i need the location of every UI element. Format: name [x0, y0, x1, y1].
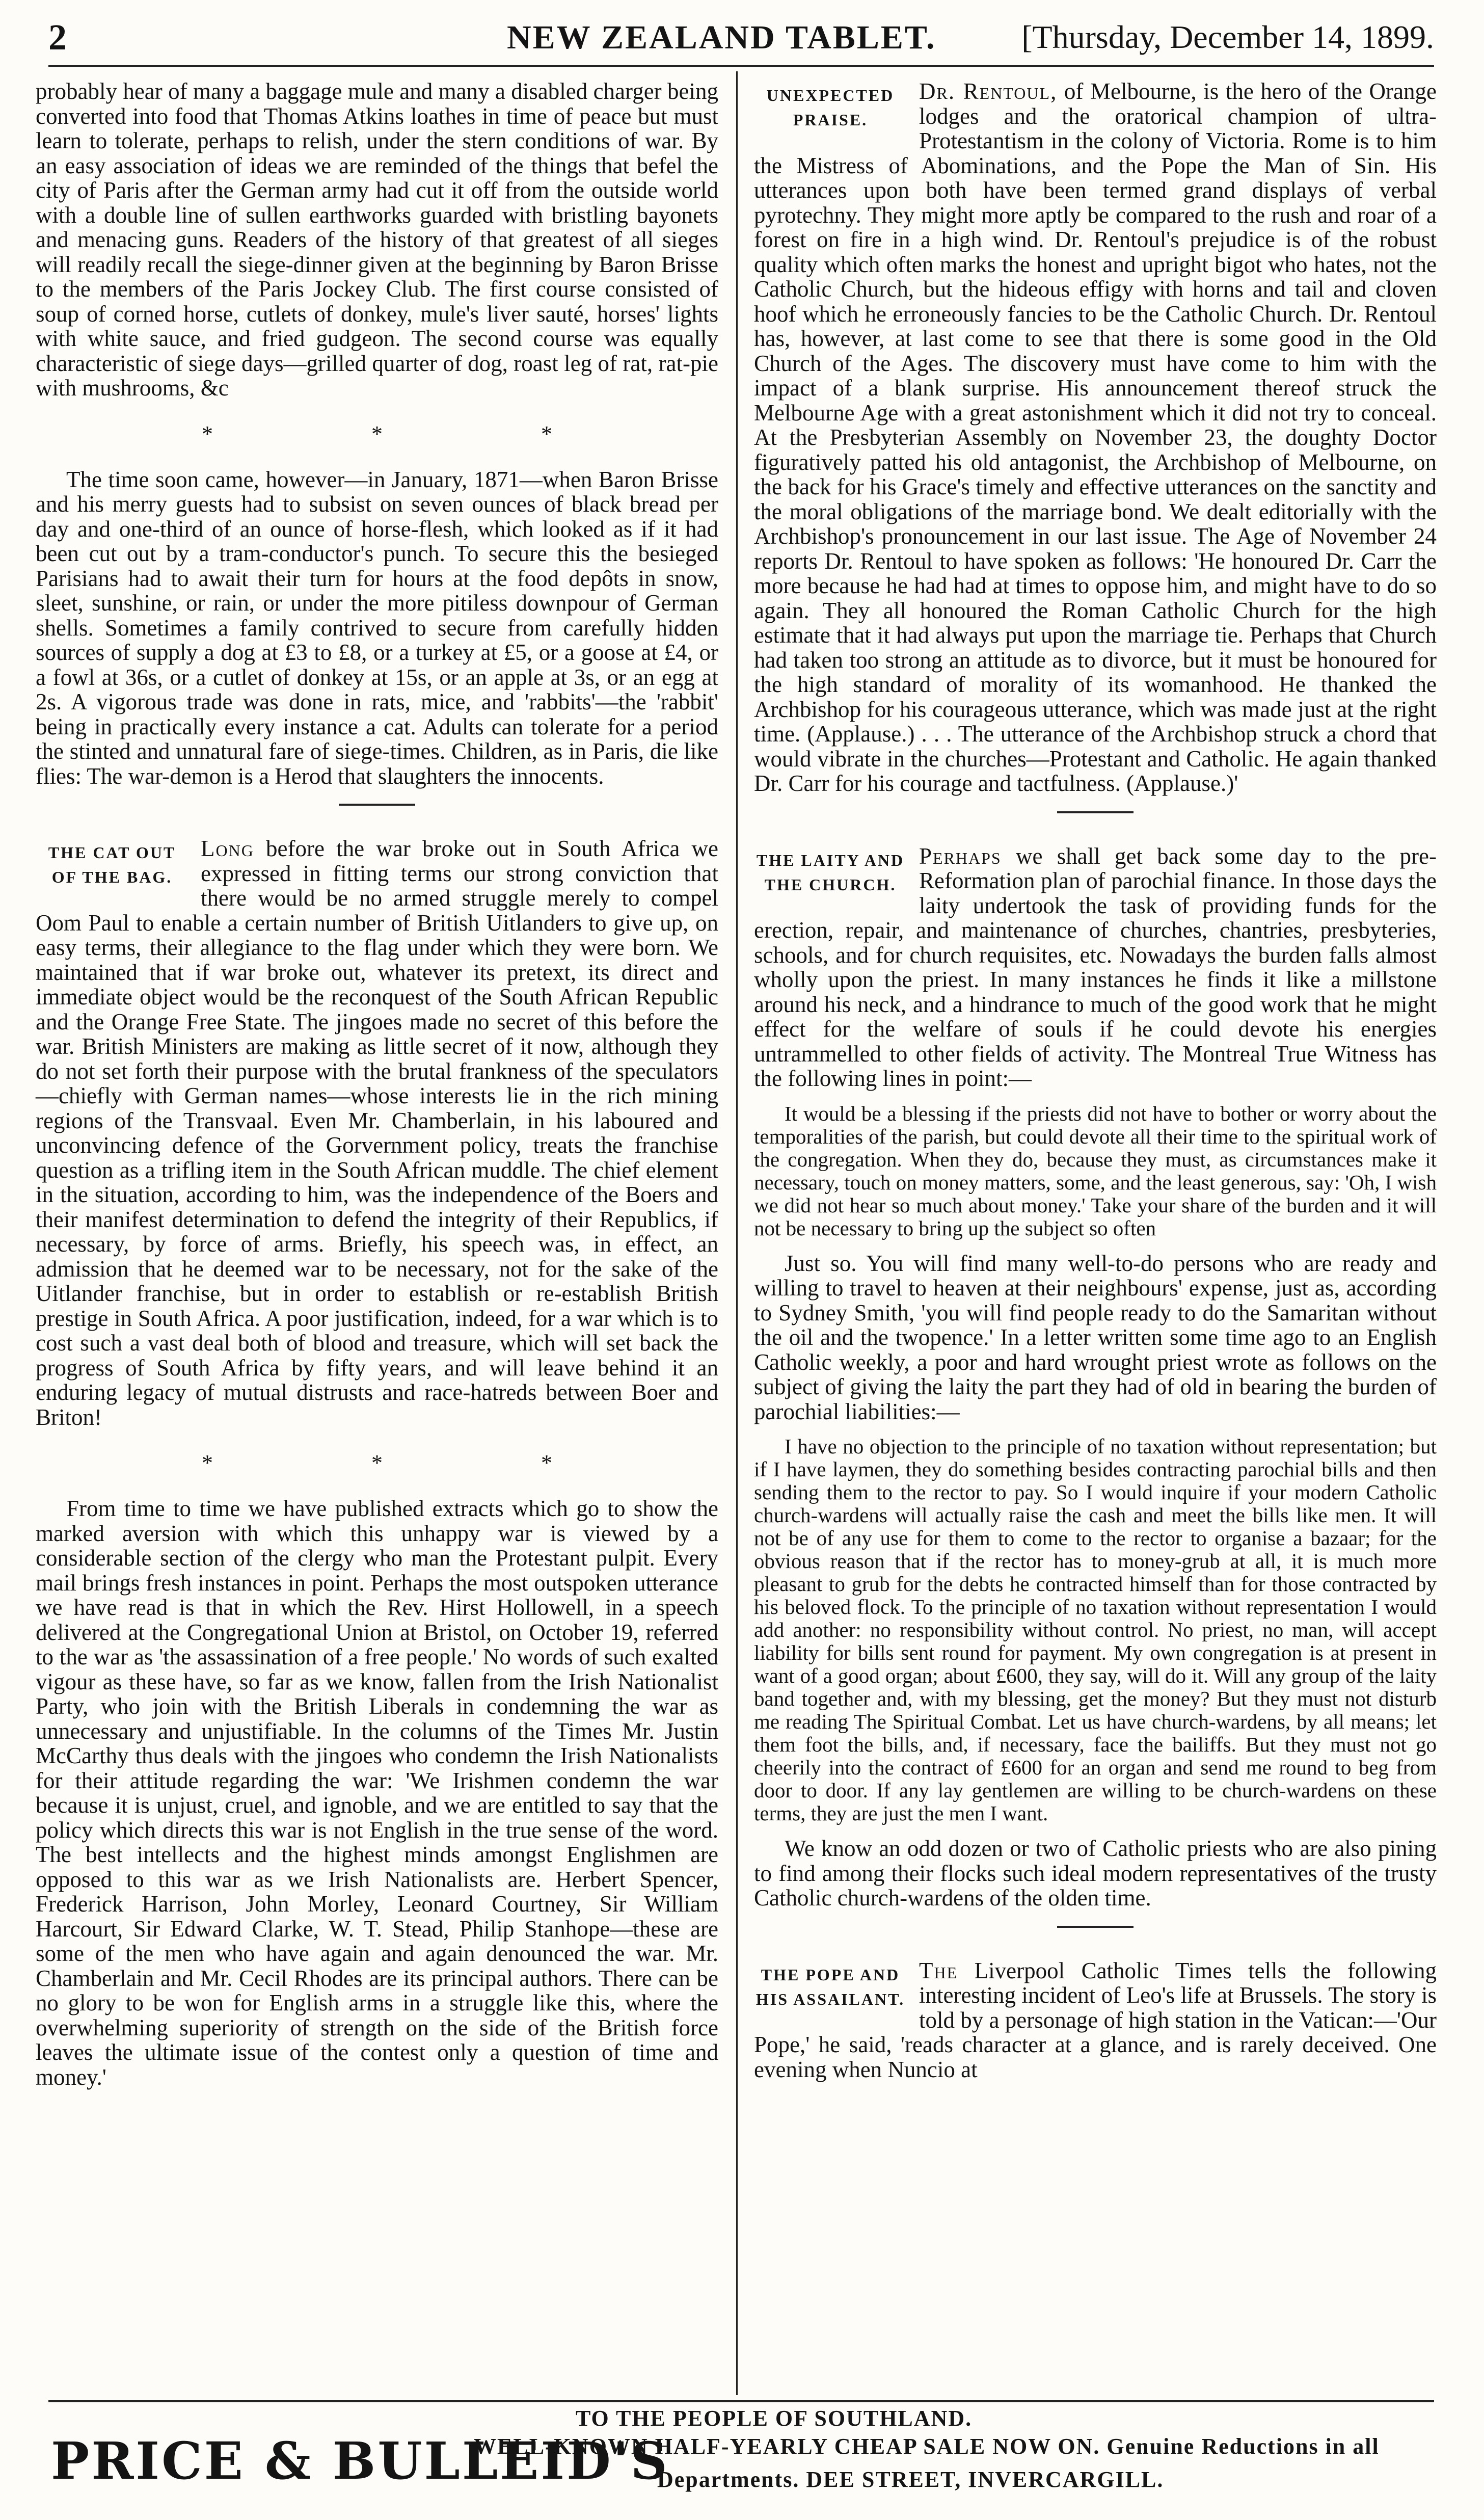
page-header — [48, 11, 1434, 65]
sidehead-unexpected-praise: UNEXPECTED PRAISE. — [766, 86, 895, 129]
laity-text: we shall get back some day to the pre-Reformation plan of parochial finance. In those days the laity undertook the task of providing funds for the erection, repair, and maintenance of churches, chantries, presbyteries, schools, and for church requisites, etc. Nowadays the burden falls almost wholly upon the priest. In many instances he finds it like a millstone around his neck, and a hindrance to much of the good work that he might effect for the welfare of souls if he could devote his energies untrammelled to other fields of activity. The Montreal True Witness has the following lines in point:— — [754, 843, 1437, 1091]
advertisement-line-2: Departments. DEE STREET, INVERCARGILL. — [657, 2467, 1164, 2492]
section-stars: * * * — [202, 1450, 629, 1475]
advertisement-line-1: WELL-KNOWN HALF-YEARLY CHEAP SALE NOW ON. Genuine Reductions in all — [474, 2434, 1380, 2459]
dropword: The — [919, 1957, 958, 1983]
siege-paragraph-2: The time soon came, however—in January, 1871—when Baron Brisse and his merry guests had to subsist on seven ounces of black bread per day and one-third of an ounce of horse-flesh, which looked as if it had been cut out by a tram-conductor's punch. To secure this the besieged Parisians had to await their turn for hours at the food depôts in snow, sleet, sunshine, or rain, or under the more pitiless downpour of German shells. Sometimes a family contrived to secure from carefully hidden sources of supply a dog at £3 to £8, or a turkey at £5, or a goose at £4, or a fowl at 36s, or a cutlet of donkey at 15s, or an apple at 3s, or an egg at 2s. A vigorous trade was done in rats, mice, and 'rabbits'—the 'rabbit' being in practically every instance a cat. Adults can tolerate for a period the stinted and unnatural fare of siege-times. Children, as in Paris, die like flies: The war-demon is a Herod that slaughters the innocents. — [36, 466, 718, 789]
advertisement-headline: TO THE PEOPLE OF SOUTHLAND. — [576, 2406, 973, 2431]
clergy-paragraph: From time to time we have published extracts which go to show the marked aversion with which this unhappy war is viewed by a considerable section of the clergy who man the Protestant pulpit. Every mail brings fresh instances in point. Perhaps the most outspoken utterance we have read is that in which the Rev. Hirst Hollowell, in a speech delivered at the Congregational Union at Bristol, on October 19, referred to the war as 'the assassination of a free people.' No words of such exalted vigour as these have, so far as we know, fallen from the Irish Nationalist Party, who join with the British Liberals in condemning the war as unnecessary and unjustifiable. In the columns of the Times Mr. Justin McCarthy thus deals with the jingoes who condemn the Irish Nationalists for their attitude regarding the war: 'We Irishmen condemn the war because it is unjust, cruel, and ignoble, and we are entitled to say that the policy which directs this war is not English in the true sense of the word. The best intellects and the highest minds amongst Englishmen are opposed to this war as we Irish Nationalists are. Herbert Spencer, Frederick Harrison, John Morley, Leonard Courtney, Sir William Harcourt, Sir Edward Clarke, W. T. Stead, Philip Stanhope—these are some of the men who have again and again denounced the war. Mr. Chamberlain and Mr. Cecil Rhodes are its principal authors. There can be no glory to be won for English arms in a struggle like this, where the overwhelming superiority of strength on the side of the British force leaves the ultimate issue of the contest only a question of time and money.' — [36, 1496, 718, 2090]
pope-text: Liverpool Catholic Times tells the following interesting incident of Leo's life at Brussels. The story is told by a personage of high station in the Vatican:—'Our Pope,' he said, 'reads character at a glance, and is rarely deceived. One evening when Nuncio at — [754, 1957, 1437, 2082]
section-rule — [339, 804, 415, 806]
page-number: 2 — [48, 17, 67, 58]
siege-paragraph: probably hear of many a baggage mule and many a disabled charger being converted into food that Thomas Atkins loathes in time of peace but must learn to tolerate, perhaps to relish, under the stern conditions of war. By an easy association of ideas we are reminded of the things that befel the city of Paris after the German army had cut it off from the outside world with a double line of sullen earthworks guarded with bristling bayonets and menacing guns. Readers of the history of that greatest of all sieges will readily recall the siege-dinner given at the beginning by Baron Brisse to the members of the Paris Jockey Club. The first course consisted of soup of corned horse, cutlets of donkey, mule's liver sauté, horses' lights with white sauce, and fried gudgeon. The second course was equally characteristic of siege days—grilled quarter of dog, roast leg of rat, rat-pie with mushrooms, &c — [36, 78, 718, 401]
right-column — [754, 79, 1437, 2093]
left-column — [36, 79, 718, 2101]
sidehead-laity-and-church: THE LAITY AND THE CHURCH. — [756, 851, 905, 894]
true-witness-quote: It would be a blessing if the priests did not have to bother or worry about the temporalities of the parish, but could devote all their time to the spiritual work of the congregation. When they do, because they must, as circumstances make it necessary, touch on money matters, some, and the least generous, say: 'Oh, I wish we did not hear so much about money.' Take your share of the burden and it will not be necessary to bring up the subject so often — [754, 1101, 1437, 1240]
footer-rule — [48, 2400, 1434, 2402]
header-rule — [48, 65, 1434, 67]
dropword: Dr. Rentoul, — [919, 78, 1058, 104]
cat-article-text: before the war broke out in South Africa we expressed in fitting terms our strong conviction that there would be no armed struggle merely to compel Oom Paul to enable a certain number of British Uitlanders to give up, on easy terms, their allegiance to the flag under which they were born. We maintained that if war broke out, whatever its pretext, its direct and immediate object would be the reconquest of the South African Republic and the Orange Free State. The jingoes made no secret of this before the war. British Ministers are making as little secret of it now, although they do not set forth their purpose with the brutal frankness of the speculators—chiefly with German names—whose interests lie in the rich mining regions of the Transvaal. Even Mr. Chamberlain, in his laboured and unconvincing defence of the Gorvernment policy, treats the franchise question as a trifling item in the South African muddle. The chief element in the situation, according to him, was the independence of the Boers and their manifest determination to defend the integrity of their Republics, if necessary, by force of arms. Briefly, his speech was, in effect, an admission that he deemed war to be necessary, not for the sake of the Uitlander franchise, but in order to establish or re-establish British prestige in South Africa. A poor justification, indeed, for a war which is to cost such a vast deal both of blood and treasure, which will set back the progress of South Africa by fifty years, and will leave behind it an enduring legacy of mutual distrusts and race-hatreds between Boer and Briton! — [36, 836, 718, 1430]
sidehead-cat-out-of-bag: THE CAT OUT OF THE BAG. — [48, 843, 176, 886]
issue-date: [Thursday, December 14, 1899. — [1021, 19, 1434, 55]
samaritan-paragraph: Just so. You will find many well-to-do persons who are ready and willing to travel to heaven at their neighbours' expense, just as, according to Sydney Smith, 'you will find people ready to do the Samaritan without the oil and the twopence.' In a letter written some time ago to an English Catholic weekly, a poor and hard wrought priest wrote as follows on the subject of giving the laity the part they had of old in bearing the burden of parochial liabilities:— — [754, 1250, 1437, 1424]
priest-letter-quote: I have no objection to the principle of no taxation without representation; but if I have laymen, they do something besides contracting parochial bills and then sending them to the rector to pay. So I would inquire if your modern Catholic church-wardens will actually raise the cash and meet the bills like men. It will not be of any use for them to come to the rector to organise a bazaar; for the obvious reason that if the rector has to money-grub at all, it is much more pleasant to grub for the debts he contracted himself than for those contracted by his beloved flock. To the principle of no taxation without representation I would add another: no responsibility without control. No priest, no man, will accept liability for bills sent round for payment. My own congregation is at present in want of a good organ; about £600, they say, will do it. Will any group of the laity band together and, with my blessing, get the money? But they must not disturb me reading The Spiritual Combat. Let us have church-wardens, by all means; let them foot the bills, and, if necessary, face the bailiffs. But they must not go cheerily into the contract of £600 for an organ and send me round to beg from door to door. If any lay gentlemen are willing to be church-wardens on these terms, they are just the men I want. — [754, 1435, 1437, 1825]
column-divider — [736, 71, 738, 2395]
dropword: Long — [201, 836, 254, 861]
section-stars: * * * — [202, 421, 629, 446]
advertisement-brand: PRICE & BULLEID'S — [51, 2431, 669, 2491]
rentoul-paragraph — [754, 79, 1437, 796]
masthead-title: NEW ZEALAND TABLET. — [507, 19, 936, 56]
dropword: Perhaps — [919, 843, 1002, 869]
rentoul-text: of Melbourne, is the hero of the Orange lodges and the oratorical champion of ultra-Protestantism in the colony of Victoria. Rome is to him the Mistress of Abominations, and the Pope the Man of Sin. His utterances upon both have been termed grand displays of verbal pyrotechny. They might more aptly be compared to the rush and roar of a forest on fire in a high wind. Dr. Rentoul's prejudice is of the robust quality which often marks the honest and upright bigot who hates, not the Catholic Church, but the hideous effigy with horns and tail and cloven hoof which he erroneously fancies to be the Catholic Church. Dr. Rentoul has, however, at last come to see that there is some good in the Old Church of the Ages. The discovery must have come to him with the impact of a blank surprise. His announcement thereof struck the Melbourne Age with a great astonishment which it did not try to conceal. At the Presbyterian Assembly on November 23, the doughty Doctor figuratively patted his old antagonist, the Archbishop of Melbourne, on the back for his Grace's timely and effective utterances on the sanctity and the moral obligations of the marriage bond. We dealt editorially with the Archbishop's pronouncement in our last issue. The Age of November 24 reports Dr. Rentoul to have spoken as follows: 'He honoured Dr. Carr the more because he had had at times to oppose him, and might have to do so again. They all honoured the Roman Catholic Church for the high estimate that it had always put upon the marriage tie. Perhaps that Church had taken too strong an attitude as to divorce, but it must be honoured for the high standard of morality of its womanhood. He thanked the Archbishop for his courageous utterance, which was made just at the right time. (Applause.) . . . The utterance of the Archbishop struck a chord that would vibrate in the churches—Protestant and Catholic. He again thanked Dr. Carr for his courage and tactfulness. (Applause.)' — [754, 78, 1437, 796]
cat-article-paragraph — [36, 836, 718, 1429]
section-rule — [1057, 1926, 1134, 1928]
church-wardens-paragraph: We know an odd dozen or two of Catholic priests who are also pining to find among their flocks such ideal modern representatives of the trusty Catholic church-wardens of the olden time. — [754, 1836, 1437, 1911]
section-rule — [1057, 811, 1134, 813]
sidehead-pope-assailant: THE POPE AND HIS ASSAILANT. — [756, 1965, 905, 2008]
